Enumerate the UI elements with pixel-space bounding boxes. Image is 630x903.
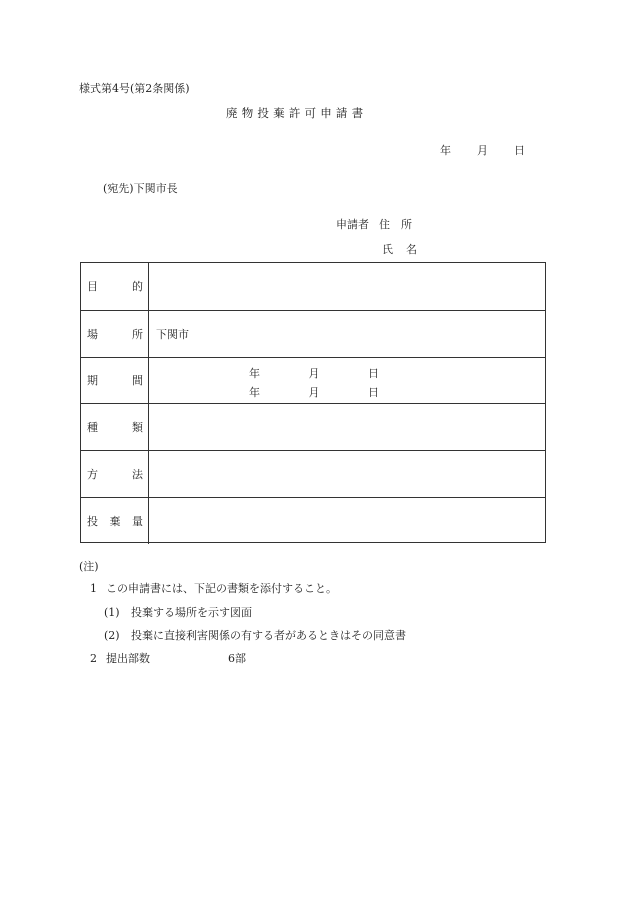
location-field[interactable]: 下関市 [156, 327, 189, 341]
applicant-address-line [336, 216, 412, 232]
applicant-name-label: 氏 名 [382, 243, 417, 256]
applicant-label: 申請者 [336, 218, 369, 231]
copies-count: 6部 [228, 652, 246, 665]
document-title: 廃物投棄許可申請書 [226, 106, 368, 120]
label-period: 期 間 [87, 374, 143, 388]
row-type [81, 403, 545, 450]
label-location: 場 所 [87, 327, 143, 341]
period-start: 年 月 日 [249, 366, 379, 380]
label-method: 方 法 [87, 468, 143, 482]
date-line [440, 142, 525, 158]
note-subitem-2: (2) 投棄に直接利害関係の有する者があるときはその同意書 [104, 629, 406, 642]
date-month: 月 [477, 144, 488, 157]
date-year: 年 [440, 144, 451, 157]
application-form-table [80, 262, 546, 543]
row-method [81, 450, 545, 497]
label-purpose: 目 的 [87, 280, 143, 294]
row-purpose [81, 263, 545, 310]
purpose-field[interactable] [149, 263, 545, 310]
note-subitem-1: (1) 投棄する場所を示す図面 [104, 606, 252, 619]
notes-heading: (注) [79, 560, 99, 573]
row-period [81, 357, 545, 404]
label-amount: 投 棄 量 [87, 514, 143, 528]
amount-field[interactable] [149, 498, 545, 544]
addressee: (宛先)下関市長 [103, 182, 178, 195]
row-amount [81, 497, 545, 544]
note-item-2: 2 提出部数 6部 [90, 652, 246, 665]
row-location [81, 310, 545, 357]
note-item-1: 1 この申請書には、下記の書類を添付すること。 [90, 582, 337, 595]
period-end: 年 月 日 [249, 385, 379, 399]
label-type: 種 類 [87, 421, 143, 435]
method-field[interactable] [149, 451, 545, 497]
form-number: 様式第4号(第2条関係) [79, 82, 190, 95]
date-day: 日 [514, 144, 525, 157]
period-field[interactable] [149, 358, 545, 404]
type-field[interactable] [149, 404, 545, 450]
address-label: 住 所 [379, 218, 412, 231]
